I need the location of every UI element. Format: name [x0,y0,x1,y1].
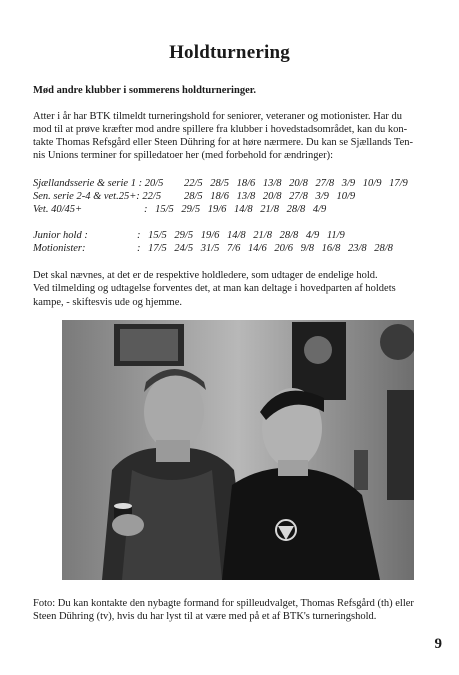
schedule-dates: 28/5 18/6 13/8 20/8 27/8 3/9 10/9 [184,191,356,202]
schedule-junior-motion [33,229,443,255]
selection-paragraph [33,269,443,309]
schedule-dates: 22/5 28/5 18/6 13/8 20/8 27/8 3/9 10/9 17/9 [184,178,408,189]
photo-caption [33,597,453,624]
photo-illustration [62,320,414,580]
schedule-label: Motionister: [33,243,86,254]
intro-line: Atter i år har BTK tilmeldt turneringshold for seniorer, veteraner og motionister. Har du [33,111,403,122]
schedule-row [33,203,443,216]
intro-line: nis Unions terminer for spilledatoer her (med forbehold for ændringer): [33,150,334,161]
page-number: 9 [434,636,442,652]
caption-line: Steen Dühring (tv), hvis du har lyst til at være med på et af BTK's turneringshold. [33,611,377,623]
schedule-dates: : 17/5 24/5 31/5 7/6 14/6 20/6 9/8 16/8 23/8 28/8 [137,243,393,254]
schedule-senior [33,177,443,216]
schedule-label: Junior hold : [33,230,88,241]
schedule-row [33,229,443,242]
intro-line: mod til at prøve kræfter mod andre spillere fra klubber i hovedstadsområdet, kan du kon- [33,124,408,135]
schedule-dates: : 15/5 29/5 19/6 14/8 21/8 28/8 4/9 11/9 [137,230,345,241]
schedule-row [33,177,443,190]
schedule-dates: : 15/5 29/5 19/6 14/8 21/8 28/8 4/9 [144,204,327,215]
schedule-row [33,242,443,255]
schedule-label: Sjællandsserie & serie 1 : 20/5 [33,178,164,189]
intro-paragraph [33,110,433,162]
schedule-label: Vet. 40/45+ [33,204,83,215]
schedule-row [33,190,443,203]
intro-line: takte Thomas Refsgård eller Steen Dühring for at høre nærmere. Du kan se Sjællands Ten- [33,137,413,148]
page-title: Holdturnering [169,42,290,63]
paragraph-line: Ved tilmelding og udtagelse forventes det, at man kan deltage i hovedparten af holdets [33,283,396,295]
schedule-label: Sen. serie 2-4 & vet.25+: 22/5 [33,191,162,202]
caption-line: Foto: Du kan kontakte den nybagte formand for spilleudvalget, Thomas Refsgård (th) eller [33,598,414,609]
paragraph-line: Det skal nævnes, at det er de respektive holdledere, som udtager de endelige hold. [33,270,378,281]
photo [62,320,414,580]
subheading: Mød andre klubber i sommerens holdturneringer. [33,85,257,96]
paragraph-line: kampe, - skiftesvis ude og hjemme. [33,296,183,308]
